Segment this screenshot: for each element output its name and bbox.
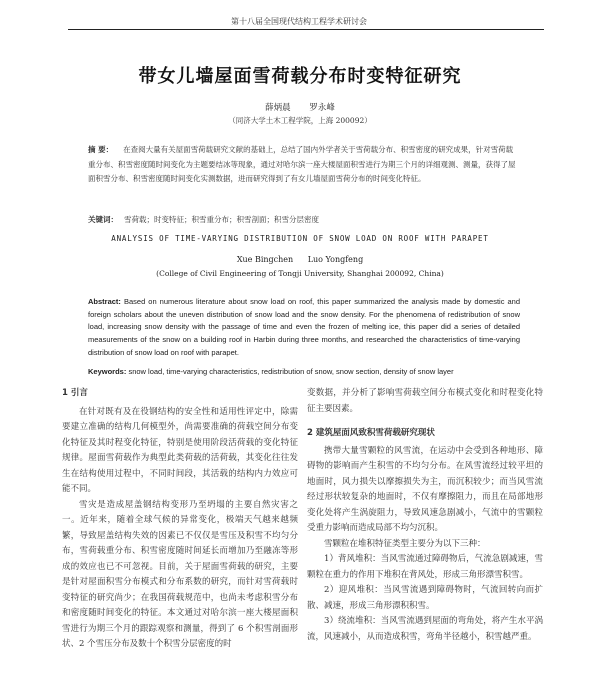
right-column <box>307 386 543 645</box>
abstract-en-text: Based on numerous literature about snow load on roof, this paper summarized the analysis made by domestic and foreign scholars about the uneven distribution of snow load and the snow density. For the phenomena of redistribution of snow load, increasing snow density with the passage of time and even the frozen of melting ice, this paper did a series of detailed measurements of the snow on a building roof in Harbin during three months, and researched the characteristics of time-varying distribution of snow load on roof with parapet. <box>88 297 520 357</box>
affiliation-en: (College of Civil Engineering of Tongji University, Shanghai 200092, China) <box>156 269 444 278</box>
paper-title-en: ANALYSIS OF TIME-VARYING DISTRIBUTION OF SNOW LOAD ON ROOF WITH PARAPET <box>111 234 489 243</box>
section-heading-intro: 1 引言 <box>62 388 88 398</box>
keywords-en-text: snow load, time-varying characteristics, redistribution of snow, snow section, density of snow layer <box>128 367 454 376</box>
body-paragraph: 雪颗粒在堆积特征类型主要分为以下三种： <box>324 538 486 549</box>
author-name-en: Luo Yongfeng <box>307 255 364 264</box>
section-heading-review: 2 建筑屋面风致积雪荷载研究现状 <box>307 428 435 438</box>
keywords-en-label: Keywords: <box>88 367 127 376</box>
authors-en <box>0 255 600 264</box>
list-item: 1）背风堆积：当风雪流通过障碍物后，气流急剧减速，雪颗粒在重力的作用下堆积在背风处，形成三角形漂雪积雪。 <box>307 554 543 580</box>
body-paragraph: 在针对既有及在役钢结构的安全性和适用性评定中，除需要建立准确的结构几何模型外，尚需要准确的荷载空间分布变化特征及其时程变化特征，特别是使用阶段活荷载的变化特征规律。屋面雪荷载作为典型此类荷载的活荷载，其变化往往发生在结构使用过程中，不同时间段，其活载的结构内力效应可能不同。 <box>62 406 298 494</box>
authors-cn <box>0 101 600 113</box>
list-item: 2）迎风堆积：当风雪流遇到障碍物时，气流回转向而扩散、减速，形成三角形漂积积雪。 <box>307 585 543 611</box>
keywords-en <box>88 367 520 376</box>
header-rule <box>68 29 544 30</box>
abstract-cn-text: 在查阅大量有关屋面雪荷载研究文献的基础上，总结了国内外学者关于雪荷载分布、积雪密度的研究成果，针对雪荷载重分布、积雪密度随时间变化为主题要结冰等现象，通过对哈尔滨一座大楼屋面积雪进行为期三个月的详细观测、测量，获得了屋面积雪分布、积雪密度随时间变化实测数据，进而研究得到了有女儿墙屋面雪荷分布的时间变化特征。 <box>88 145 516 183</box>
affiliation-cn: （同济大学土木工程学院，上海 200092） <box>228 116 372 125</box>
body-paragraph: 携带大量雪颗粒的风雪流，在运动中会受到各种地形、障碍物的影响而产生积雪的不均匀分布。在风雪流经过较平坦的地面时，风力损失以摩擦损失为主，而沉积较少；而当风雪流经过形状较复杂的地面时，不仅有摩擦阻力，而且在局部地形变化处将产生涡旋阻力，导致风速急剧减小，气流中的雪颗粒受重力影响而造成局部不均匀沉积。 <box>307 445 543 533</box>
paper-title-cn: 带女儿墙屋面雪荷载分布时变特征研究 <box>138 66 462 87</box>
abstract-en <box>88 296 520 360</box>
keywords-cn-label: 关键词： <box>88 215 118 224</box>
list-item: 3）绕流堆积：当风雪流遇到屋面的弯角处，将产生水平涡流，风速减小，从而造成积雪，弯角半径越小，积雪越严重。 <box>307 616 543 642</box>
abstract-cn <box>88 143 520 187</box>
keywords-cn <box>88 214 520 225</box>
abstract-cn-label: 摘 要： <box>88 145 114 154</box>
running-head: 第十八届全国现代结构工程学术研讨会 <box>231 17 367 26</box>
keywords-cn-text: 雪荷载；时变特征；积雪重分布；积雪剖面；积雪分层密度 <box>124 215 319 224</box>
section-spacer <box>307 417 543 426</box>
left-column <box>62 386 298 653</box>
author-name-en: Xue Bingchen <box>236 255 294 264</box>
author-name: 薛炳晨 <box>265 103 291 113</box>
abstract-en-label: Abstract: <box>88 297 121 306</box>
author-name: 罗永峰 <box>309 103 335 113</box>
body-paragraph-continued: 变数据，并分析了影响雪荷载空间分布模式变化和时程变化特征主要因素。 <box>307 388 543 414</box>
body-paragraph: 雪灾是造成屋盖钢结构变形乃至坍塌的主要自然灾害之一。近年来，随着全球气候的异常变化，极端天气越来越频繁，导致屋盖结构失效的因素已不仅仅是雪压及积雪不均匀分布，雪荷载重分布、积雪密度随时间延长而增加乃至融冻等形成的效应也已不可忽视。目前，关于屋面雪荷载的研究，主要是针对屋面积雪分布模式和分布系数的研究，而针对雪荷载时变特征的研究尚少；在我国荷载规范中，也尚未考虑积雪分布和密度随时间变化的特征。本文通过对哈尔滨一座大楼屋面积雪进行为期三个月的跟踪观察和测量，得到了 6 个积雪剖面形状、2 个雪压分布及数十个积雪分层密度的时 <box>62 499 298 649</box>
